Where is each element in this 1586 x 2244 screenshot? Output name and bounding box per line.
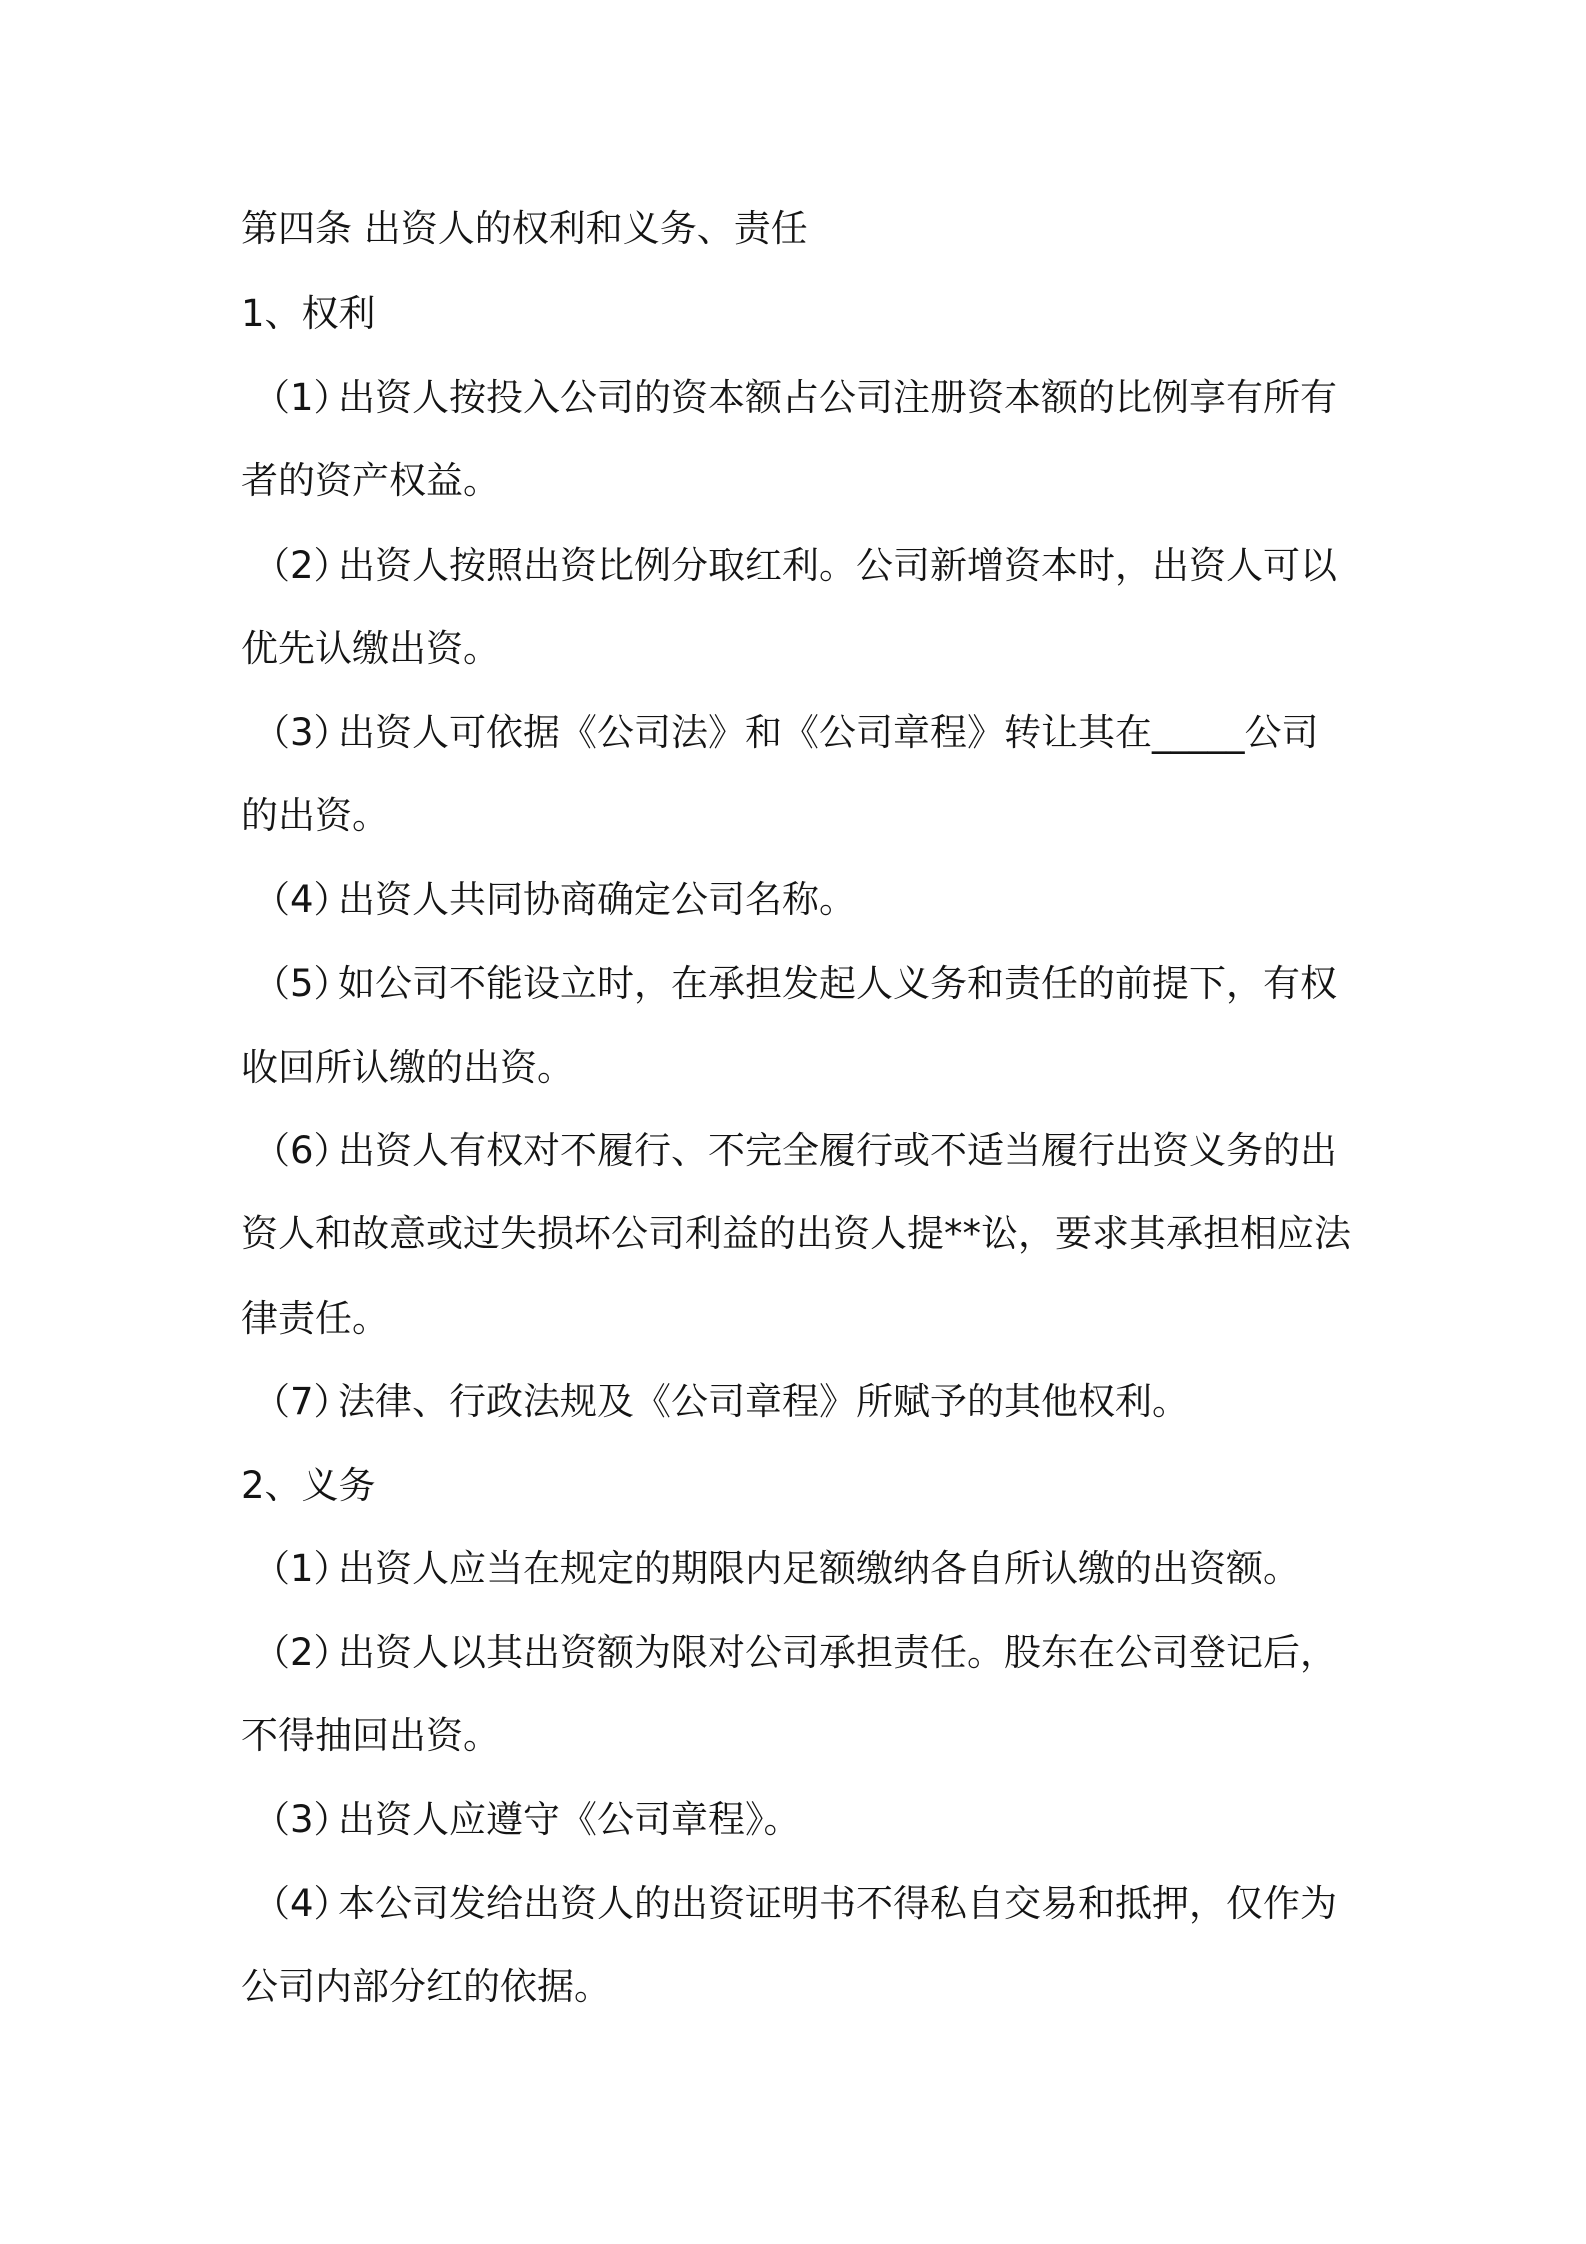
obligations-item-2-line-2: 不得抽回出资。 <box>241 1714 500 1757</box>
rights-item-6-line-3: 律责任。 <box>241 1297 389 1340</box>
item-marker: （3） <box>253 711 351 754</box>
rights-item-3-line-1: （3） 出资人可依据《公司法》和《公司章程》转让其在_____公司 <box>0 705 1586 761</box>
rights-item-1-line-2: 者的资产权益。 <box>241 459 500 502</box>
item-marker: （2） <box>253 1631 351 1674</box>
rights-item-4-line-1: （4） 出资人共同协商确定公司名称。 <box>0 872 1586 928</box>
rights-item-2-line-2: 优先认缴出资。 <box>241 627 500 670</box>
obligations-item-4-line-1: （4） 本公司发给出资人的出资证明书不得私自交易和抵押，仅作为 <box>0 1876 1586 1932</box>
rights-item-3-line-2: 的出资。 <box>241 794 389 837</box>
item-marker: （6） <box>253 1129 351 1172</box>
item-marker: （2） <box>253 544 351 587</box>
item-marker: （4） <box>253 1882 351 1925</box>
rights-item-5-line-2: 收回所认缴的出资。 <box>241 1046 574 1089</box>
obligations-item-4-line-2: 公司内部分红的依据。 <box>241 1965 611 2008</box>
obligations-item-2-line-1: （2） 出资人以其出资额为限对公司承担责任。股东在公司登记后， <box>0 1625 1586 1681</box>
section-heading-obligations: 2、义务 <box>241 1464 376 1507</box>
rights-item-7-line-1: （7） 法律、行政法规及《公司章程》所赋予的其他权利。 <box>0 1374 1586 1430</box>
rights-item-5-line-1: （5） 如公司不能设立时，在承担发起人义务和责任的前提下，有权 <box>0 956 1586 1012</box>
article-heading: 第四条 出资人的权利和义务、责任 <box>241 207 808 250</box>
item-marker: （1） <box>253 1547 351 1590</box>
item-marker: （1） <box>253 376 351 419</box>
section-heading-rights: 1、权利 <box>241 292 376 335</box>
obligations-item-1-line-1: （1） 出资人应当在规定的期限内足额缴纳各自所认缴的出资额。 <box>0 1541 1586 1597</box>
obligations-item-3-line-1: （3） 出资人应遵守《公司章程》。 <box>0 1792 1586 1848</box>
rights-item-6-line-1: （6） 出资人有权对不履行、不完全履行或不适当履行出资义务的出 <box>0 1123 1586 1179</box>
item-marker: （7） <box>253 1380 351 1423</box>
item-marker: （3） <box>253 1798 351 1841</box>
rights-item-2-line-1: （2） 出资人按照出资比例分取红利。公司新增资本时，出资人可以 <box>0 538 1586 594</box>
item-marker: （4） <box>253 878 351 921</box>
rights-item-6-line-2: 资人和故意或过失损坏公司利益的出资人提**讼，要求其承担相应法 <box>241 1212 1351 1255</box>
item-marker: （5） <box>253 962 351 1005</box>
rights-item-1-line-1: （1） 出资人按投入公司的资本额占公司注册资本额的比例享有所有 <box>0 370 1586 426</box>
